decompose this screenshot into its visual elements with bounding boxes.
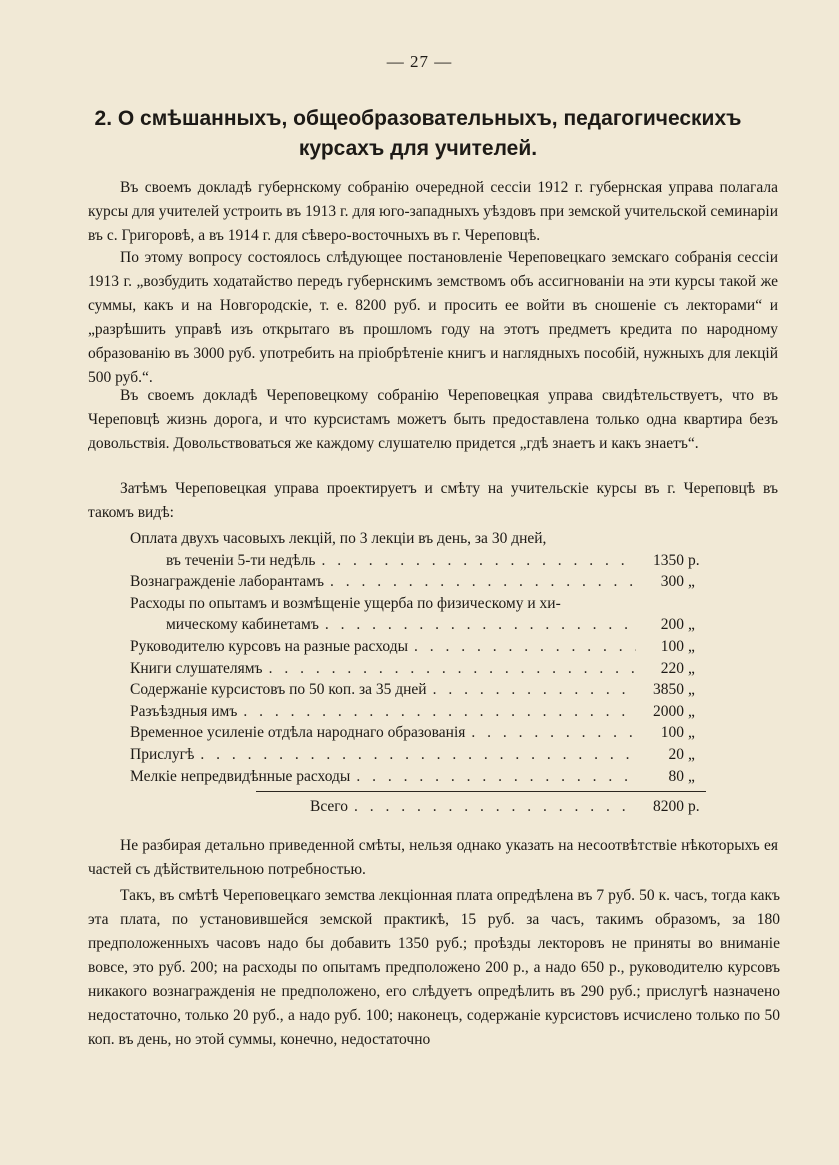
- budget-row-books: [130, 658, 706, 680]
- paragraph-5: [88, 834, 778, 882]
- budget-item-label: Разъѣздныя имъ: [130, 702, 238, 720]
- budget-row-course-director: [130, 636, 706, 658]
- leader-dots: [356, 766, 636, 788]
- budget-row-lectures: [130, 550, 706, 572]
- budget-item-amount: 20: [668, 745, 684, 763]
- leader-dots: [354, 798, 636, 816]
- total-unit: р.: [688, 798, 700, 815]
- leader-dots: [330, 571, 636, 593]
- paragraph-text: Не разбирая детально приведенной смѣты, нельзя однако указать на несоотвѣтствіе нѣкоторыхъ ея частей съ дѣйствительною потребностью.: [88, 837, 778, 878]
- budget-item-amount: 80: [668, 767, 684, 785]
- budget-item-amount: 100: [660, 724, 684, 742]
- budget-item-unit: „: [688, 745, 695, 763]
- budget-item-label: Мелкіе непредвидѣнные расходы: [130, 767, 351, 785]
- budget-item-label: Временное усиленіе отдѣла народнаго образованія: [130, 724, 466, 742]
- paragraph-2: [88, 246, 778, 390]
- paragraph-text: Затѣмъ Череповецкая управа проектируетъ и смѣту на учительскіе курсы въ г. Череповцѣ въ такомъ видѣ:: [88, 480, 778, 521]
- leader-dots: [325, 614, 636, 636]
- budget-table: [130, 528, 706, 787]
- leader-dots: [471, 722, 636, 744]
- budget-item-amount: 2000: [653, 702, 684, 720]
- budget-item-label: Руководителю курсовъ на разные расходы: [130, 637, 409, 655]
- budget-item-label: мическому кабинетамъ: [166, 616, 319, 634]
- budget-row-upkeep: [130, 679, 706, 701]
- total-amount: 8200: [653, 798, 684, 815]
- budget-item-amount: 1350: [653, 551, 684, 569]
- budget-item-amount: 200: [660, 616, 684, 634]
- paragraph-3: [88, 384, 778, 456]
- budget-item-label: въ теченіи 5-ти недѣль: [166, 551, 316, 569]
- budget-item-label: Прислугѣ: [130, 745, 195, 763]
- budget-item-amount: 100: [660, 637, 684, 655]
- budget-item-amount: 220: [660, 659, 684, 677]
- leader-dots: [269, 658, 636, 680]
- budget-item-unit: „: [688, 681, 695, 699]
- budget-item-label: Содержаніе курсистовъ по 50 коп. за 35 дней: [130, 681, 427, 699]
- budget-row-travel: [130, 701, 706, 723]
- budget-item-amount: 300: [660, 573, 684, 591]
- leader-dots: [433, 679, 636, 701]
- budget-row-lab-assistants: [130, 571, 706, 593]
- budget-item-unit: „: [688, 637, 695, 655]
- budget-item-unit: „: [688, 573, 695, 591]
- budget-item-label: Оплата двухъ часовыхъ лекцій, по 3 лекціи въ день, за 30 дней,: [130, 530, 547, 547]
- budget-item-unit: „: [688, 616, 695, 634]
- budget-item-unit: „: [688, 724, 695, 742]
- budget-item-unit: „: [688, 767, 695, 785]
- paragraph-text: Въ своемъ докладѣ Череповецкому собранію Череповецкая управа свидѣтельствуетъ, что въ Череповцѣ жизнь дорога, и что курсистамъ можетъ быть предоставлена только одна квартира безъ довольствія. Довольствоваться же каждому слушателю придется „гдѣ знаетъ и какъ знаетъ“.: [88, 387, 778, 452]
- paragraph-text: По этому вопросу состоялось слѣдующее постановленіе Череповецкаго земскаго собранія сессіи 1913 г. „возбудить ходатайство передъ губернскимъ земствомъ объ ассигнованіи на эти курсы такой же суммы, какъ и на Новгородскіе, т. е. 8200 руб. и просить ее войти въ сношеніе съ лекторами“ и „разрѣшить управѣ изъ открытаго въ прошломъ году на этотъ предметъ кредита по народному образованію въ 3000 руб. употребить на пріобрѣтеніе книгъ и наглядныхъ пособій, нужныхъ для лекцій 500 руб.“.: [88, 249, 778, 386]
- leader-dots: [243, 701, 636, 723]
- budget-total: [310, 798, 706, 816]
- budget-item-unit: р.: [688, 551, 700, 569]
- budget-item-label: Расходы по опытамъ и возмѣщеніе ущерба по физическому и хи-: [130, 594, 561, 612]
- budget-item-unit: „: [688, 659, 695, 677]
- budget-row-misc: [130, 766, 706, 788]
- total-divider: [256, 791, 706, 792]
- paragraph-1: [88, 176, 778, 248]
- budget-row-experiments: [130, 614, 706, 636]
- leader-dots: [321, 550, 636, 572]
- budget-row-education-dept: [130, 722, 706, 744]
- paragraph-text: Такъ, въ смѣтѣ Череповецкаго земства лекціонная плата опредѣлена въ 7 руб. 50 к. часъ, тогда какъ эта плата, по установившейся земской практикѣ, 15 руб. за часъ, такимъ образомъ, за 180 предположенныхъ часовъ надо бы добавить 1350 руб.; проѣзды лекторовъ не приняты во вниманіе вовсе, это руб. 200; на расходы по опытамъ предположено 200 р., а надо 650 р., руководителю курсовъ никакого вознагражденія не предположено, его слѣдуетъ опредѣлить въ 290 руб.; прислугѣ назначено недостаточно, только 20 руб., а надо руб. 100; наконецъ, содержаніе курсистовъ исчислено только по 50 коп. въ день, но этой суммы, конечно, недостаточно: [88, 887, 780, 1048]
- budget-row-experiments-line1: [130, 593, 706, 615]
- budget-item-amount: 3850: [653, 681, 684, 699]
- paragraph-text: Въ своемъ докладѣ губернскому собранію очередной сессіи 1912 г. губернская управа полагала курсы для учителей устроить въ 1913 г. для юго-западныхъ уѣздовъ при земской учительской семинаріи въ с. Григоровѣ, а въ 1914 г. для сѣверо-восточныхъ въ г. Череповцѣ.: [88, 179, 778, 244]
- leader-dots: [414, 636, 636, 658]
- budget-row-servants: [130, 744, 706, 766]
- budget-item-unit: „: [688, 702, 695, 720]
- paragraph-6: [88, 884, 780, 1052]
- budget-total-row: [310, 798, 706, 816]
- total-label: Всего: [310, 798, 349, 815]
- budget-item-label: Книги слушателямъ: [130, 659, 263, 677]
- page-number: — 27 —: [386, 52, 453, 71]
- leader-dots: [200, 744, 636, 766]
- paragraph-4: [88, 477, 778, 525]
- budget-item-label: Вознагражденіе лаборантамъ: [130, 573, 325, 591]
- budget-row-lectures-line1: [130, 528, 706, 550]
- section-heading: 2. О смѣшанныхъ, общеобразовательныхъ, педагогическихъ курсахъ для учителей.: [94, 107, 742, 160]
